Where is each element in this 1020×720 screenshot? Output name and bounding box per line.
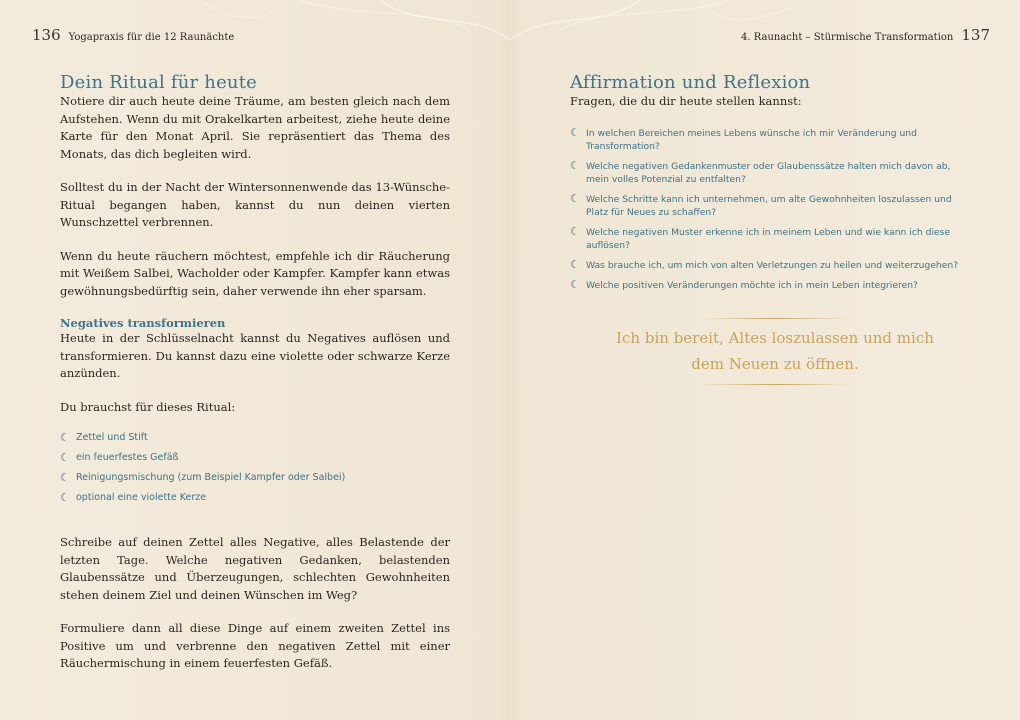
moon-icon: ☾ [570,277,580,291]
questions-intro: Fragen, die du dir heute stellen kannst: [570,94,802,108]
moon-icon: ☾ [570,191,580,205]
questions-list [570,127,970,292]
page-number: 137 [961,26,990,44]
moon-icon: ☾ [570,224,580,238]
divider-top [700,318,850,319]
moon-icon: ☾ [60,471,70,484]
section-heading: Affirmation und Reflexion [570,72,811,93]
affirmation-line: dem Neuen zu öffnen. [691,355,859,373]
paragraph: Heute in der Schlüsselnacht kannst du Negatives auflösen und transformieren. Du kannst dazu eine violette oder schwarze Kerze anzünden. [60,331,450,380]
page-number: 136 [32,26,61,44]
list-item: ☾ Reinigungsmischung (zum Beispiel Kampfer oder Salbei) [60,471,346,484]
subheading: Negatives transformieren [60,316,226,330]
paragraph: Formuliere dann all diese Dinge auf einem zweiten Zettel ins Positive um und verbrenne den negativen Zettel mit einer Räuchermischung in einem feuerfesten Gefäß. [60,621,450,670]
running-head-title: Yogapraxis für die 12 Raunächte [68,32,235,43]
paragraph: Solltest du in der Nacht der Wintersonnenwende das 13-Wünsche-Ritual begangen haben, kannst du nun deinen vierten Wunschzettel verbrennen. [60,180,450,229]
list-item: ☾ Was brauche ich, um mich von alten Verletzungen zu heilen und weiterzugehen? [570,257,959,271]
paragraph: Notiere dir auch heute deine Träume, am besten gleich nach dem Aufstehen. Wenn du mit Orakelkarten arbeitest, ziehe heute deine Karte für den Monat April. Sie repräsentiert das Thema des Monats, das dich begleiten wird. [60,94,450,161]
materials-list [60,432,450,504]
left-running-head [32,26,234,44]
list-item: ☾ Welche negativen Gedankenmuster oder Glaubenssätze halten mich davon ab, mein volles Potenzial zu entfalten? [570,158,951,185]
list-intro: Du brauchst für dieses Ritual: [60,399,236,414]
affirmation-line: Ich bin bereit, Altes loszulassen und mich [616,329,934,347]
list-item: ☾ Welche negativen Muster erkenne ich in meinem Leben und wie kann ich diese auflösen? [570,224,951,251]
section-heading: Dein Ritual für heute [60,72,258,93]
right-content [570,72,970,299]
list-item: ☾ optional eine violette Kerze [60,491,207,504]
left-content [60,72,450,673]
list-item: ☾ Welche Schritte kann ich unternehmen, um alte Gewohnheiten loszulassen und Platz für Neues zu schaffen? [570,191,952,218]
affirmation-quote [610,325,940,377]
running-head-title: 4. Raunacht – Stürmische Transformation [741,32,954,43]
list-item: ☾ In welchen Bereichen meines Lebens wünsche ich mir Veränderung und Transformation? [570,125,917,152]
moon-icon: ☾ [60,431,70,444]
list-item: ☾ ein feuerfestes Gefäß [60,451,179,464]
list-item: ☾ Zettel und Stift [60,431,148,444]
moon-icon: ☾ [570,125,580,139]
right-page [510,0,1020,720]
moon-icon: ☾ [60,451,70,464]
divider-bottom [700,384,850,385]
paragraph: Wenn du heute räuchern möchtest, empfehle ich dir Räucherung mit Weißem Salbei, Wacholder oder Kampfer. Kampfer kann etwas gewöhnungsbedürftig sein, daher verwende ihn eher sparsam. [60,248,450,298]
moon-icon: ☾ [570,158,580,172]
moon-icon: ☾ [60,491,70,504]
list-item: ☾ Welche positiven Veränderungen möchte ich in mein Leben integrieren? [570,277,918,291]
moon-icon: ☾ [570,257,580,271]
right-running-head [741,26,990,44]
paragraph: Schreibe auf deinen Zettel alles Negative, alles Belastende der letzten Tage. Welche negativen Gedanken, belastenden Glaubenssätze und Überzeugungen, schlechten Gewohnheiten stehen deinem Ziel und deinen Wünschen im Weg? [60,535,450,602]
